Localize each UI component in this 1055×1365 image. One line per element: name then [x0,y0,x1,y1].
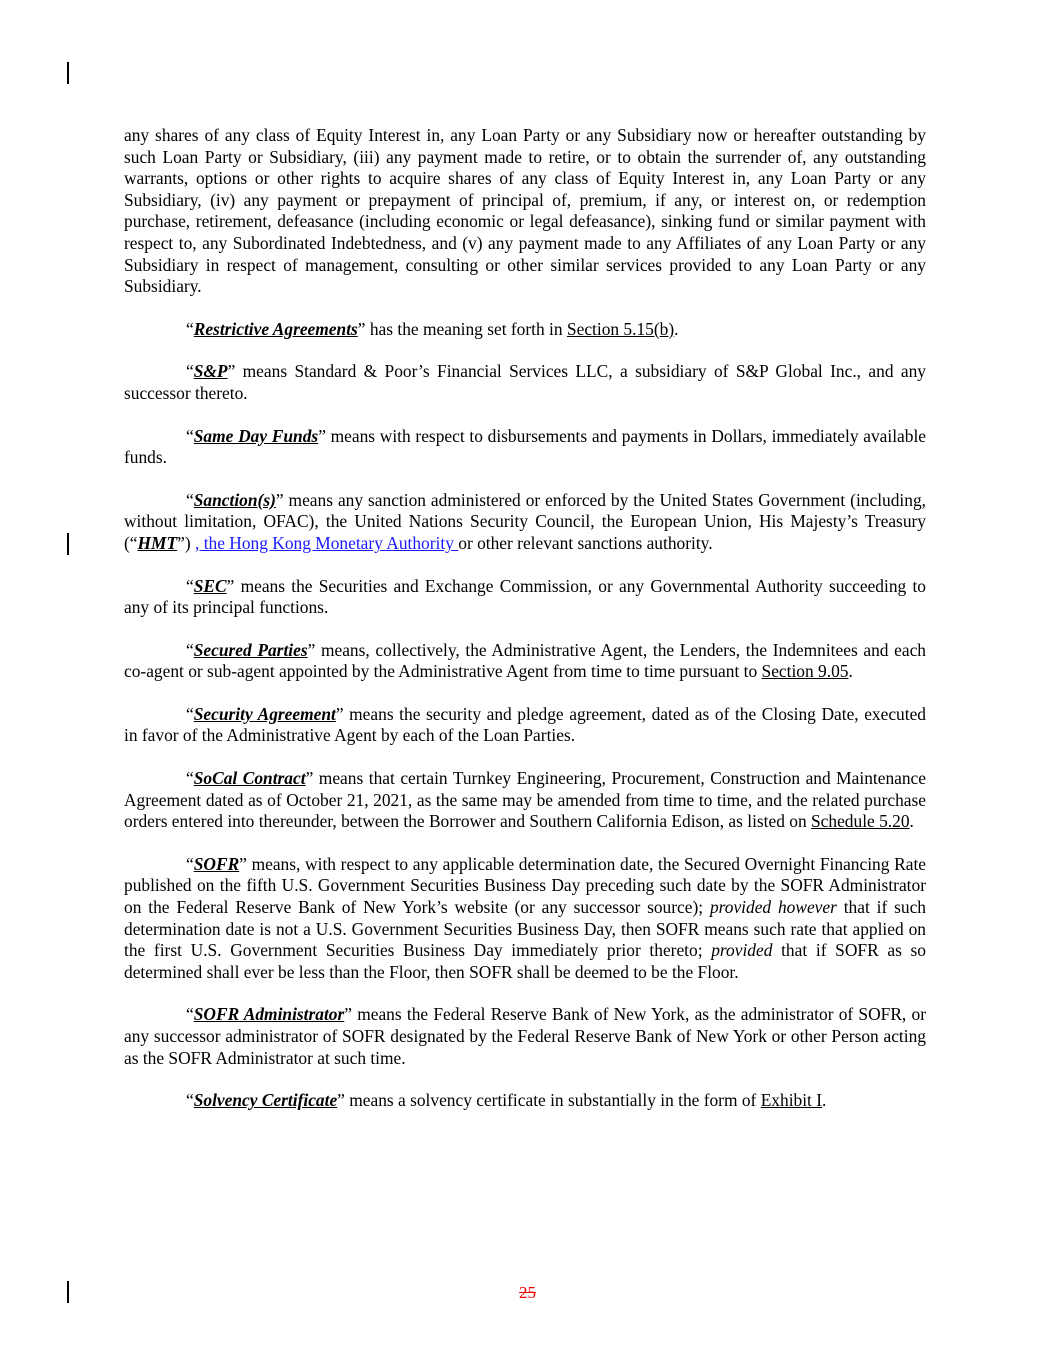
defined-term: Sanction(s) [193,489,276,510]
page-number: 25 [519,1283,536,1302]
schedule-reference-link[interactable]: Schedule 5.20 [811,811,910,832]
inserted-text: , the Hong Kong Monetary Authority [195,532,459,553]
definition-solvency-certificate: “Solvency Certificate” means a solvency certificate in substantially in the form of Exhibit I. [186,1090,827,1111]
definition-sofr-administrator: “SOFR Administrator” means the Federal Reserve Bank of New York, as the administrator of SOFR, or any successor administrator of SOFR designated by the Federal Reserve Bank of New York or other Person acting as the SOFR Administrator at such time. [124,1004,926,1068]
defined-term: Same Day Funds [193,425,319,446]
defined-term: SEC [193,575,227,596]
section-reference-link[interactable]: Section 9.05 [761,661,849,682]
exhibit-reference-link[interactable]: Exhibit I [760,1090,823,1111]
definition-socal-contract: “SoCal Contract” means that certain Turnkey Engineering, Procurement, Construction and Maintenance Agreement dated as of October 21, 2021, as the same may be amended from time to time, and the related purchase orders entered into thereunder, between the Borrower and Southern California Edison, as listed on Schedule 5.20. [124,768,926,832]
change-bar-top [67,62,69,84]
defined-term: Security Agreement [193,703,336,724]
defined-term: S&P [193,361,228,382]
defined-term: SOFR [193,853,240,874]
definition-secured-parties: “Secured Parties” means, collectively, the Administrative Agent, the Lenders, the Indemnitees and each co-agent or sub-agent appointed by the Administrative Agent from time to time pursuant to Section 9.05. [124,639,926,682]
change-bar-sanctions [67,533,69,555]
definition-sec: “SEC” means the Securities and Exchange Commission, or any Governmental Authority succeeding to any of its principal functions. [124,575,926,618]
defined-term: SOFR Administrator [193,1004,345,1025]
definition-sp: “S&P” means Standard & Poor’s Financial Services LLC, a subsidiary of S&P Global Inc., and any successor thereto. [124,361,926,403]
definition-sanctions: “Sanction(s)” means any sanction administered or enforced by the United States Government (including, without limitation, OFAC), the United Nations Security Council, the European Union, His Majesty’s Treasury (“HMT”) , the Hong Kong Monetary Authority or other relevant sanctions authority. [124,489,926,553]
defined-term: Solvency Certificate [193,1090,338,1111]
definition-security-agreement: “Security Agreement” means the security and pledge agreement, dated as of the Closing Date, executed in favor of the Administrative Agent by each of the Loan Parties. [124,703,927,746]
definition-same-day-funds: “Same Day Funds” means with respect to disbursements and payments in Dollars, immediately available funds. [124,425,927,468]
defined-term: SoCal Contract [193,768,306,789]
definition-restrictive-agreements: “Restrictive Agreements” has the meaning set forth in Section 5.15(b). [186,318,679,339]
intro-paragraph: any shares of any class of Equity Interest in, any Loan Party or any Subsidiary now or hereafter outstanding by such Loan Party or Subsidiary, (iii) any payment made to retire, or to obtain the surrender of, any outstanding warrants, options or other rights to acquire shares of any class of Equity Interest in, any Loan Party or any Subsidiary, (iv) any payment or prepayment of principal of, premium, if any, or interest on, or redemption purchase, retirement, defeasance (including economic or legal defeasance), sinking fund or similar payment with respect to, any Subordinated Indebtedness, and (v) any payment made to any Affiliates of any Loan Party or any Subsidiary in respect of management, consulting or other similar services provided to any Loan Party or any Subsidiary. [124,125,926,297]
document-page [124,125,926,1133]
defined-term: Restrictive Agreements [193,318,358,339]
defined-term: Secured Parties [193,639,308,660]
defined-term-hmt: HMT [137,532,178,553]
definition-sofr: “SOFR” means, with respect to any applicable determination date, the Secured Overnight Financing Rate published on the fifth U.S. Government Securities Business Day preceding such date by the SOFR Administrator on the Federal Reserve Bank of New York’s website (or any successor source); provided however that if such determination date is not a U.S. Government Securities Business Day, then SOFR means such rate that applied on the first U.S. Government Securities Business Day immediately prior thereto; provided that if SOFR as so determined shall ever be less than the Floor, then SOFR shall be deemed to be the Floor. [124,853,926,982]
section-reference-link[interactable]: Section 5.15(b) [566,318,675,339]
